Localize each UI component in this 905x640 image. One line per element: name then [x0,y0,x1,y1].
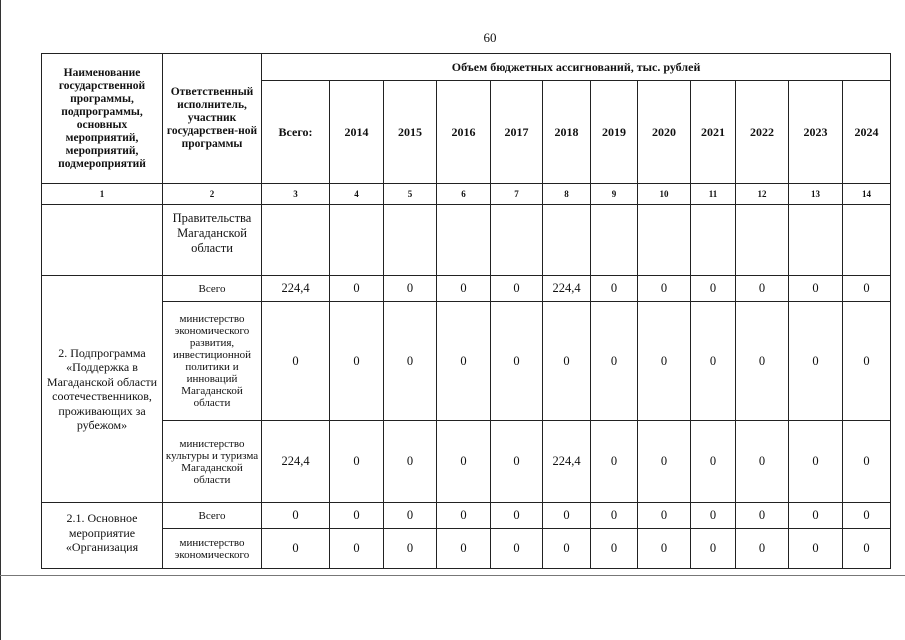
value-cell: 0 [789,276,843,302]
value-cell: 0 [491,302,543,421]
value-cell [843,205,891,276]
header-year: 2015 [384,81,437,184]
value-cell: 0 [384,421,437,503]
table-row [42,205,891,276]
table-row [42,421,891,503]
value-total: 0 [262,503,330,529]
header-total: Всего: [262,81,330,184]
value-cell: 0 [330,421,384,503]
value-cell: 0 [691,503,736,529]
value-cell [543,205,591,276]
column-number: 11 [691,184,736,205]
value-cell: 0 [843,503,891,529]
header-budget-span: Объем бюджетных ассигнований, тыс. рублей [262,54,891,81]
value-cell [789,205,843,276]
page-left-edge-line [0,0,1,640]
value-cell: 0 [691,302,736,421]
column-number: 13 [789,184,843,205]
value-cell: 0 [736,276,789,302]
value-cell [330,205,384,276]
executor-cell: Правительства Магаданской области [163,205,262,276]
header-year: 2016 [437,81,491,184]
value-cell: 0 [638,302,691,421]
value-cell: 0 [789,529,843,569]
value-cell: 0 [437,302,491,421]
value-cell [638,205,691,276]
value-cell: 0 [591,276,638,302]
value-cell: 0 [491,503,543,529]
column-number: 1 [42,184,163,205]
executor-cell: министерство экономического развития, инвестиционной политики и инноваций Магаданской области [163,302,262,421]
value-cell [591,205,638,276]
value-cell: 0 [691,276,736,302]
column-number: 2 [163,184,262,205]
value-cell: 0 [491,276,543,302]
value-cell: 0 [843,529,891,569]
header-year: 2018 [543,81,591,184]
header-row-top [42,54,891,81]
value-cell [384,205,437,276]
column-number: 8 [543,184,591,205]
value-cell: 0 [437,503,491,529]
value-cell [491,205,543,276]
value-cell: 0 [591,421,638,503]
value-cell: 0 [330,503,384,529]
header-year: 2019 [591,81,638,184]
value-cell: 0 [437,276,491,302]
value-cell: 0 [543,302,591,421]
value-cell: 0 [384,302,437,421]
column-number: 7 [491,184,543,205]
table-row [42,503,891,529]
executor-cell: Всего [163,276,262,302]
value-cell: 0 [638,503,691,529]
column-number: 12 [736,184,789,205]
value-cell: 0 [330,276,384,302]
value-cell: 224,4 [543,421,591,503]
value-cell: 0 [638,276,691,302]
value-cell [437,205,491,276]
value-total: 0 [262,529,330,569]
table-row [42,302,891,421]
executor-cell: министерство культуры и туризма Магаданской области [163,421,262,503]
executor-cell: министерство экономического [163,529,262,569]
header-year: 2022 [736,81,789,184]
value-cell: 0 [736,503,789,529]
header-executor: Ответственный исполнитель, участник государствен-ной программы [163,54,262,184]
value-cell: 0 [384,276,437,302]
value-cell: 0 [638,421,691,503]
budget-table [41,53,891,569]
value-cell: 0 [384,529,437,569]
value-cell: 0 [843,421,891,503]
event-2-1-name: 2.1. Основное мероприятие «Организация [42,503,163,569]
value-total: 0 [262,302,330,421]
program-cell-empty [42,205,163,276]
value-cell: 0 [843,302,891,421]
value-cell: 0 [591,503,638,529]
value-cell: 0 [384,503,437,529]
value-cell [691,205,736,276]
header-year: 2024 [843,81,891,184]
value-cell: 0 [789,503,843,529]
page-bottom-rule [0,575,905,576]
value-cell: 0 [789,421,843,503]
column-number: 10 [638,184,691,205]
column-number: 5 [384,184,437,205]
table-row [42,529,891,569]
value-cell: 0 [789,302,843,421]
value-cell: 0 [736,302,789,421]
value-cell: 0 [691,421,736,503]
value-total [262,205,330,276]
column-number: 3 [262,184,330,205]
value-cell: 0 [591,529,638,569]
column-number: 4 [330,184,384,205]
header-year: 2017 [491,81,543,184]
value-cell: 0 [543,503,591,529]
value-cell: 0 [491,529,543,569]
value-cell: 0 [491,421,543,503]
value-cell: 0 [591,302,638,421]
value-cell: 0 [330,302,384,421]
column-number: 9 [591,184,638,205]
value-cell: 224,4 [543,276,591,302]
header-year: 2020 [638,81,691,184]
header-program: Наименование государственной программы, подпрограммы, основных мероприятий, мероприятий, подмероприятий [42,54,163,184]
value-cell: 0 [437,421,491,503]
value-cell: 0 [330,529,384,569]
executor-cell: Всего [163,503,262,529]
header-year: 2014 [330,81,384,184]
value-cell: 0 [437,529,491,569]
value-cell [736,205,789,276]
value-cell: 0 [543,529,591,569]
column-number-row [42,184,891,205]
table-row [42,276,891,302]
subprogram-2-name: 2. Подпрограмма «Поддержка в Магаданской области соотечественников, проживающих за рубежом» [42,276,163,503]
value-cell: 0 [736,529,789,569]
header-year: 2023 [789,81,843,184]
value-cell: 0 [736,421,789,503]
column-number: 6 [437,184,491,205]
value-total: 224,4 [262,421,330,503]
page-number: 60 [483,30,497,45]
value-cell: 0 [843,276,891,302]
value-cell: 0 [691,529,736,569]
column-number: 14 [843,184,891,205]
value-cell: 0 [638,529,691,569]
header-year: 2021 [691,81,736,184]
value-total: 224,4 [262,276,330,302]
